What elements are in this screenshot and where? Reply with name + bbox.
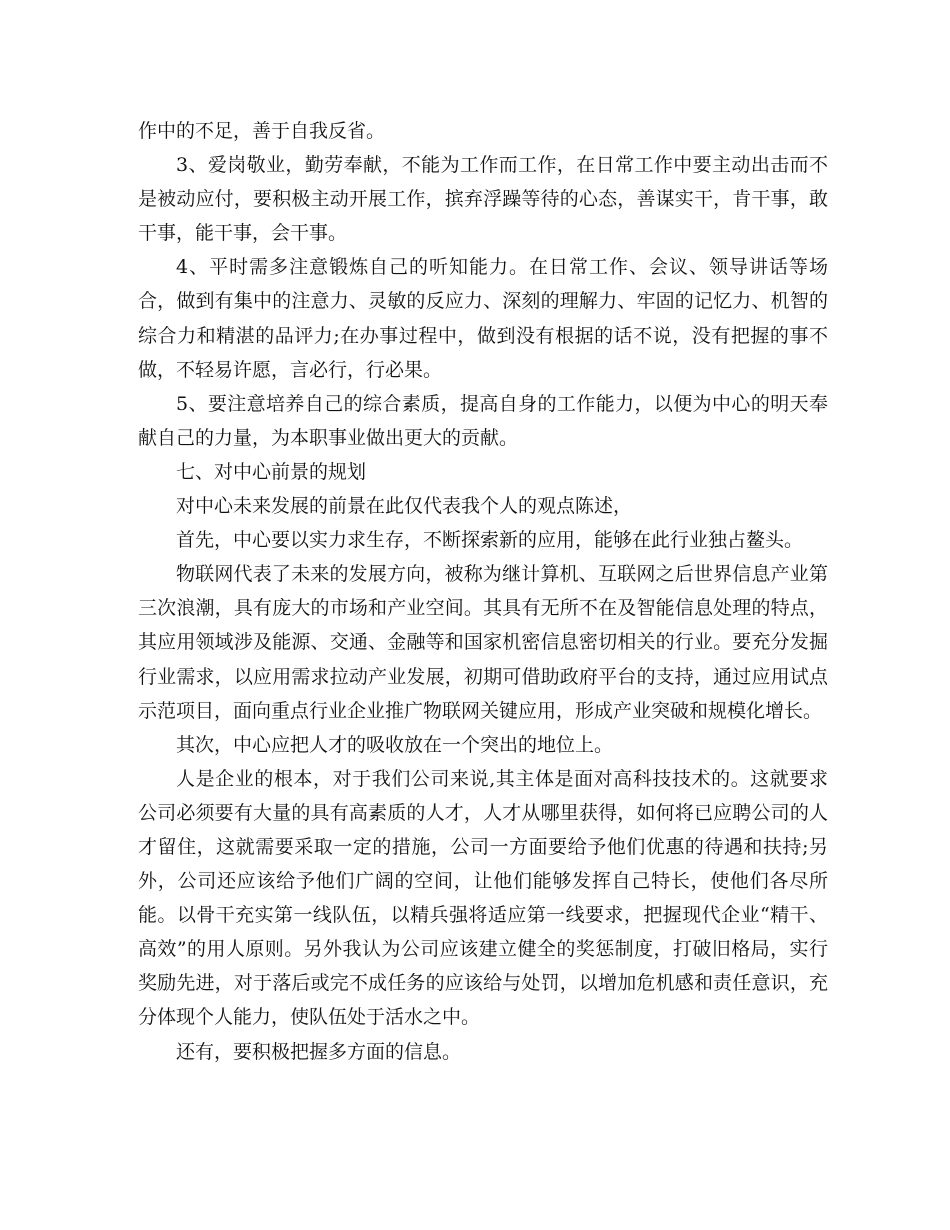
paragraph-item-4: 4、平时需多注意锻炼自己的听知能力。在日常工作、会议、领导讲话等场合，做到有集中的注意力、灵敏的反应力、深刻的理解力、牢固的记忆力、机智的综合力和精湛的品评力;在办事过程中，做到没有根据的话不说，没有把握的事不做，不轻易许愿，言必行，行必果。: [138, 256, 828, 381]
paragraph-third: 还有，要积极把握多方面的信息。: [176, 1040, 462, 1063]
paragraph-second: 其次，中心应把人才的吸收放在一个突出的地位上。: [176, 733, 614, 756]
section-heading-7: 七、对中心前景的规划: [176, 460, 367, 483]
paragraph-intro: 对中心未来发展的前景在此仅代表我个人的观点陈述，: [176, 495, 633, 518]
paragraph-talent: 人是企业的根本，对于我们公司来说,其主体是面对高科技技术的。这就要求公司必须要有大量的具有高素质的人才，人才从哪里获得，如何将已应聘公司的人才留住，这就需要采取一定的措施，公司一方面要给予他们优惠的待遇和扶持;另外，公司还应该给予他们广阔的空间，让他们能够发挥自己特长，使他们各尽所能。以骨干充实第一线队伍，以精兵强将适应第一线要求，把握现代企业“精干、高效”的用人原则。另外我认为公司应该建立健全的奖惩制度，打破旧格局，实行奖励先进，对于落后或完不成任务的应该给与处罚，以增加危机感和责任意识，充分体现个人能力，使队伍处于活水之中。: [138, 767, 828, 1029]
paragraph-item-5: 5、要注意培养自己的综合素质，提高自身的工作能力，以便为中心的明天奉献自己的力量，为本职事业做出更大的贡献。: [138, 392, 828, 449]
paragraph-continuation: 作中的不足，善于自我反省。: [138, 120, 386, 142]
paragraph-first: 首先，中心要以实力求生存，不断探索新的应用，能够在此行业独占鳌头。: [176, 529, 804, 552]
paragraph-item-3: 3、爱岗敬业，勤劳奉献，不能为工作而工作，在日常工作中要主动出击而不是被动应付，要积极主动开展工作，摈弃浮躁等待的心态，善谋实干，肯干事，敢干事，能干事，会干事。: [138, 154, 828, 245]
document-body: [138, 114, 828, 1069]
paragraph-iot: 物联网代表了未来的发展方向，被称为继计算机、互联网之后世界信息产业第三次浪潮，具有庞大的市场和产业空间。其具有无所不在及智能信息处理的特点，其应用领域涉及能源、交通、金融等和国家机密信息密切相关的行业。要充分发掘行业需求，以应用需求拉动产业发展，初期可借助政府平台的支持，通过应用试点示范项目，面向重点行业企业推广物联网关键应用，形成产业突破和规模化增长。: [138, 563, 828, 722]
